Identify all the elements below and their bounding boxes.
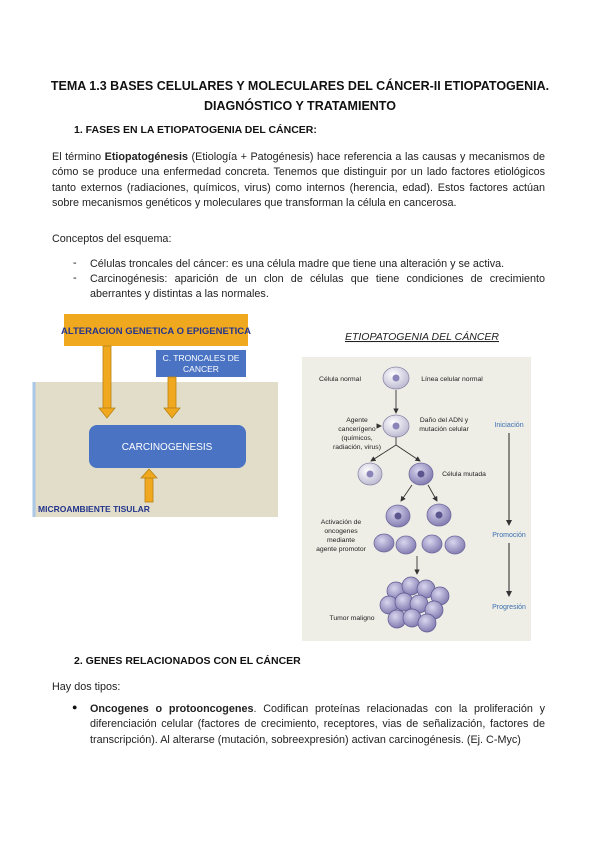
label-activation-1: Activación de	[320, 519, 362, 526]
dash-bullet: -	[73, 272, 77, 284]
label-normal-cell: Célula normal	[319, 376, 361, 383]
microambiente-label: MICROAMBIENTE TISULAR	[38, 504, 150, 514]
clone-cell-2	[396, 536, 416, 554]
bullet-carcinogenesis: Carcinogénesis: aparición de un clon de células que tiene condiciones de crecimiento aberrantes y distintas a las normales.	[90, 273, 545, 301]
stage-iniciacion: Iniciación	[494, 422, 524, 429]
promoted-cell-right-nucleus	[436, 512, 443, 519]
para-intro: El término	[52, 151, 105, 163]
mutated-cell-nucleus	[418, 471, 425, 478]
concepts-label: Conceptos del esquema:	[52, 233, 172, 245]
label-mutated-cell: Célula mutada	[442, 471, 486, 478]
para-rest: (Etiología + Patogénesis) hace referencia a las causas y mecanismos de cómo se produce una enfermedad concreta. Tenemos que distinguir por un lado factores etiológicos tanto externos (radiaciones, químicos, virus) como internos (herencia, edad). Estos factores actúan sobre mecanismos genéticos y moleculares que transforman la célula en cancerosa.	[52, 151, 545, 209]
oncogenes-term: Oncogenes o protooncogenes	[90, 703, 254, 715]
troncales-label-1: C. TRONCALES DE	[162, 353, 240, 363]
daughter-cell-nucleus	[367, 471, 374, 478]
label-agent-2: cancerígeno	[338, 426, 376, 433]
title-line-1: TEMA 1.3 BASES CELULARES Y MOLECULARES DEL CÁNCER-II ETIOPATOGENIA.	[50, 79, 550, 93]
promoted-cell-left-nucleus	[395, 513, 402, 520]
clone-cell-3	[422, 535, 442, 553]
label-activation-4: agente promotor	[316, 546, 366, 553]
label-activation-2: oncogenes	[324, 528, 358, 535]
section-2-heading: 2. GENES RELACIONADOS CON EL CÁNCER	[74, 655, 301, 667]
troncales-label-2: CANCER	[183, 364, 219, 374]
section-1-heading: 1. FASES EN LA ETIOPATOGENIA DEL CÁNCER:	[74, 124, 317, 136]
alteracion-box-label: ALTERACION GENETICA O EPIGENETICA	[60, 326, 252, 337]
normal-cell-nucleus	[393, 375, 400, 382]
damaged-cell-nucleus	[393, 423, 400, 430]
label-agent-1: Agente	[346, 417, 368, 424]
label-agent-4: radiación, virus)	[333, 444, 381, 451]
carcinogenesis-label: CARCINOGENESIS	[121, 442, 213, 453]
label-dna-damage-2: mutación celular	[419, 426, 469, 433]
dash-bullet: -	[73, 257, 77, 269]
label-agent-3: (químicos,	[341, 435, 373, 442]
label-tumor: Tumor maligno	[329, 615, 375, 622]
bullet-celulas-troncales: Células troncales del cáncer: es una célula madre que tiene una alteración y se activa.	[90, 258, 505, 270]
stage-progresion: Progresión	[492, 604, 526, 611]
title-line-2: DIAGNÓSTICO Y TRATAMIENTO	[204, 99, 396, 113]
para-bold-term: Etiopatogénesis	[104, 151, 189, 163]
diagram-title: ETIOPATOGENIA DEL CÁNCER	[344, 331, 500, 343]
stage-promocion: Promoción	[492, 532, 526, 539]
label-dna-damage-1: Daño del ADN y	[419, 417, 469, 424]
oncogenes-bullet	[90, 702, 545, 748]
oncogenes-description: . Codifican proteínas relacionadas con la proliferación y diferenciación celular (factores de crecimiento, receptores, vias de señalización, factores de transcripción). Al alterarse (mutación, sobreexpresión) activan carcinogénesis. (Ej. C-Myc)	[90, 703, 545, 746]
types-label: Hay dos tipos:	[52, 681, 121, 693]
clone-cell-1	[374, 534, 394, 552]
label-normal-line: Línea celular normal	[421, 376, 483, 383]
label-activation-3: mediante	[327, 537, 355, 544]
clone-cell-4	[445, 536, 465, 554]
bullet-dot-icon: ●	[72, 702, 78, 712]
